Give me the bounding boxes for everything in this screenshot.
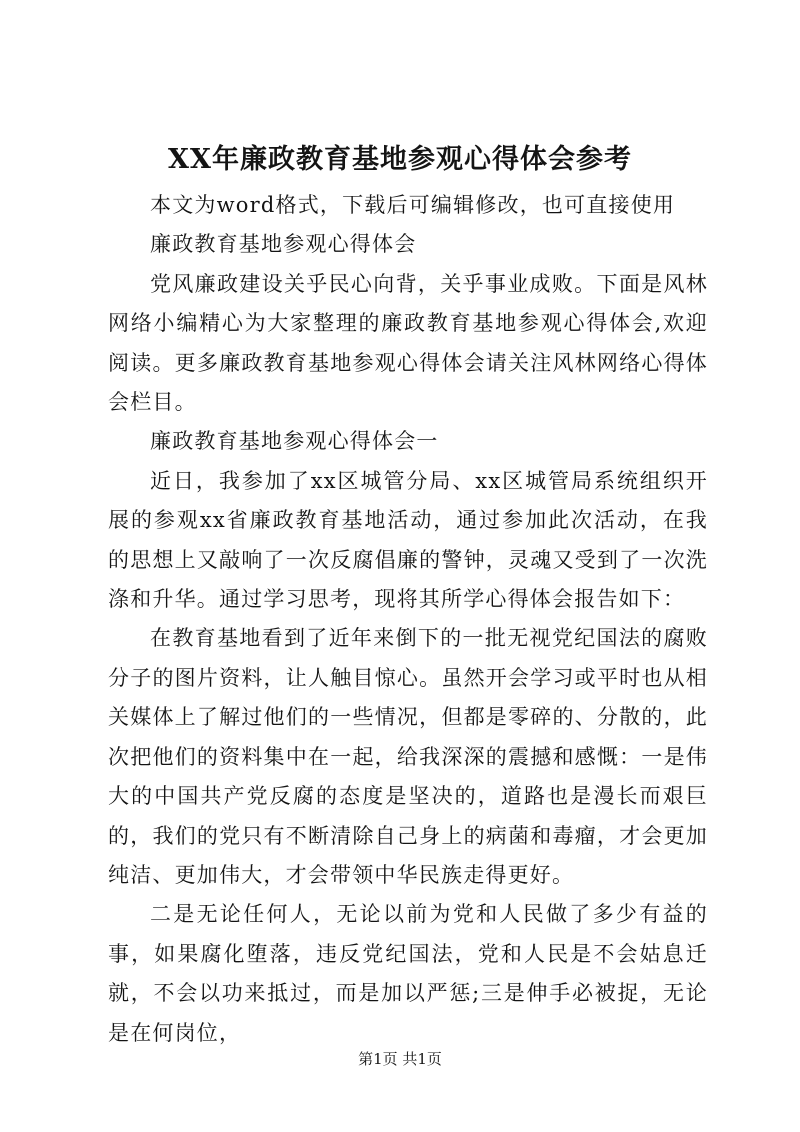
document-title: XX年廉政教育基地参观心得体会参考 bbox=[168, 144, 632, 175]
paragraph-section-heading: 廉政教育基地参观心得体会一 bbox=[150, 429, 439, 454]
paragraph-body-2: 在教育基地看到了近年来倒下的一批无视党纪国法的腐败分子的图片资料，让人触目惊心。虽然开会学习或平时也从相关媒体上了解过他们的一些情况，但都是零碎的、分散的，此次把他们的资料集中在一起，给我深深的震撼和感慨：一是伟大的中国共产党反腐的态度是坚决的，道路也是漫长而艰巨的，我们的党只有不断清除自己身上的病菌和毒瘤，才会更加纯洁、更加伟大，才会带领中华民族走得更好。 bbox=[108, 626, 708, 887]
paragraph-intro: 党风廉政建设关乎民心向背，关乎事业成败。下面是风林网络小编精心为大家整理的廉政教育基地参观心得体会,欢迎阅读。更多廉政教育基地参观心得体会请关注风林网络心得体会栏目。 bbox=[108, 271, 708, 415]
paragraph-subtitle: 廉政教育基地参观心得体会 bbox=[150, 232, 417, 257]
paragraph-body-3: 二是无论任何人，无论以前为党和人民做了多少有益的事，如果腐化堕落，违反党纪国法，党和人民是不会姑息迁就，不会以功来抵过，而是加以严惩;三是伸手必被捉，无论是在何岗位， bbox=[108, 902, 708, 1045]
document-body bbox=[108, 186, 708, 1053]
paragraph-format-note: 本文为word格式，下载后可编辑修改，也可直接使用 bbox=[150, 193, 676, 217]
paragraph-body-1: 近日，我参加了xx区城管分局、xx区城管局系统组织开展的参观xx省廉政教育基地活动，通过参加此次活动，在我的思想上又敲响了一次反腐倡廉的警钟，灵魂又受到了一次洗涤和升华。通过学习思考，现将其所学心得体会报告如下： bbox=[108, 468, 708, 612]
page-footer: 第1页 共1页 bbox=[358, 1050, 442, 1068]
